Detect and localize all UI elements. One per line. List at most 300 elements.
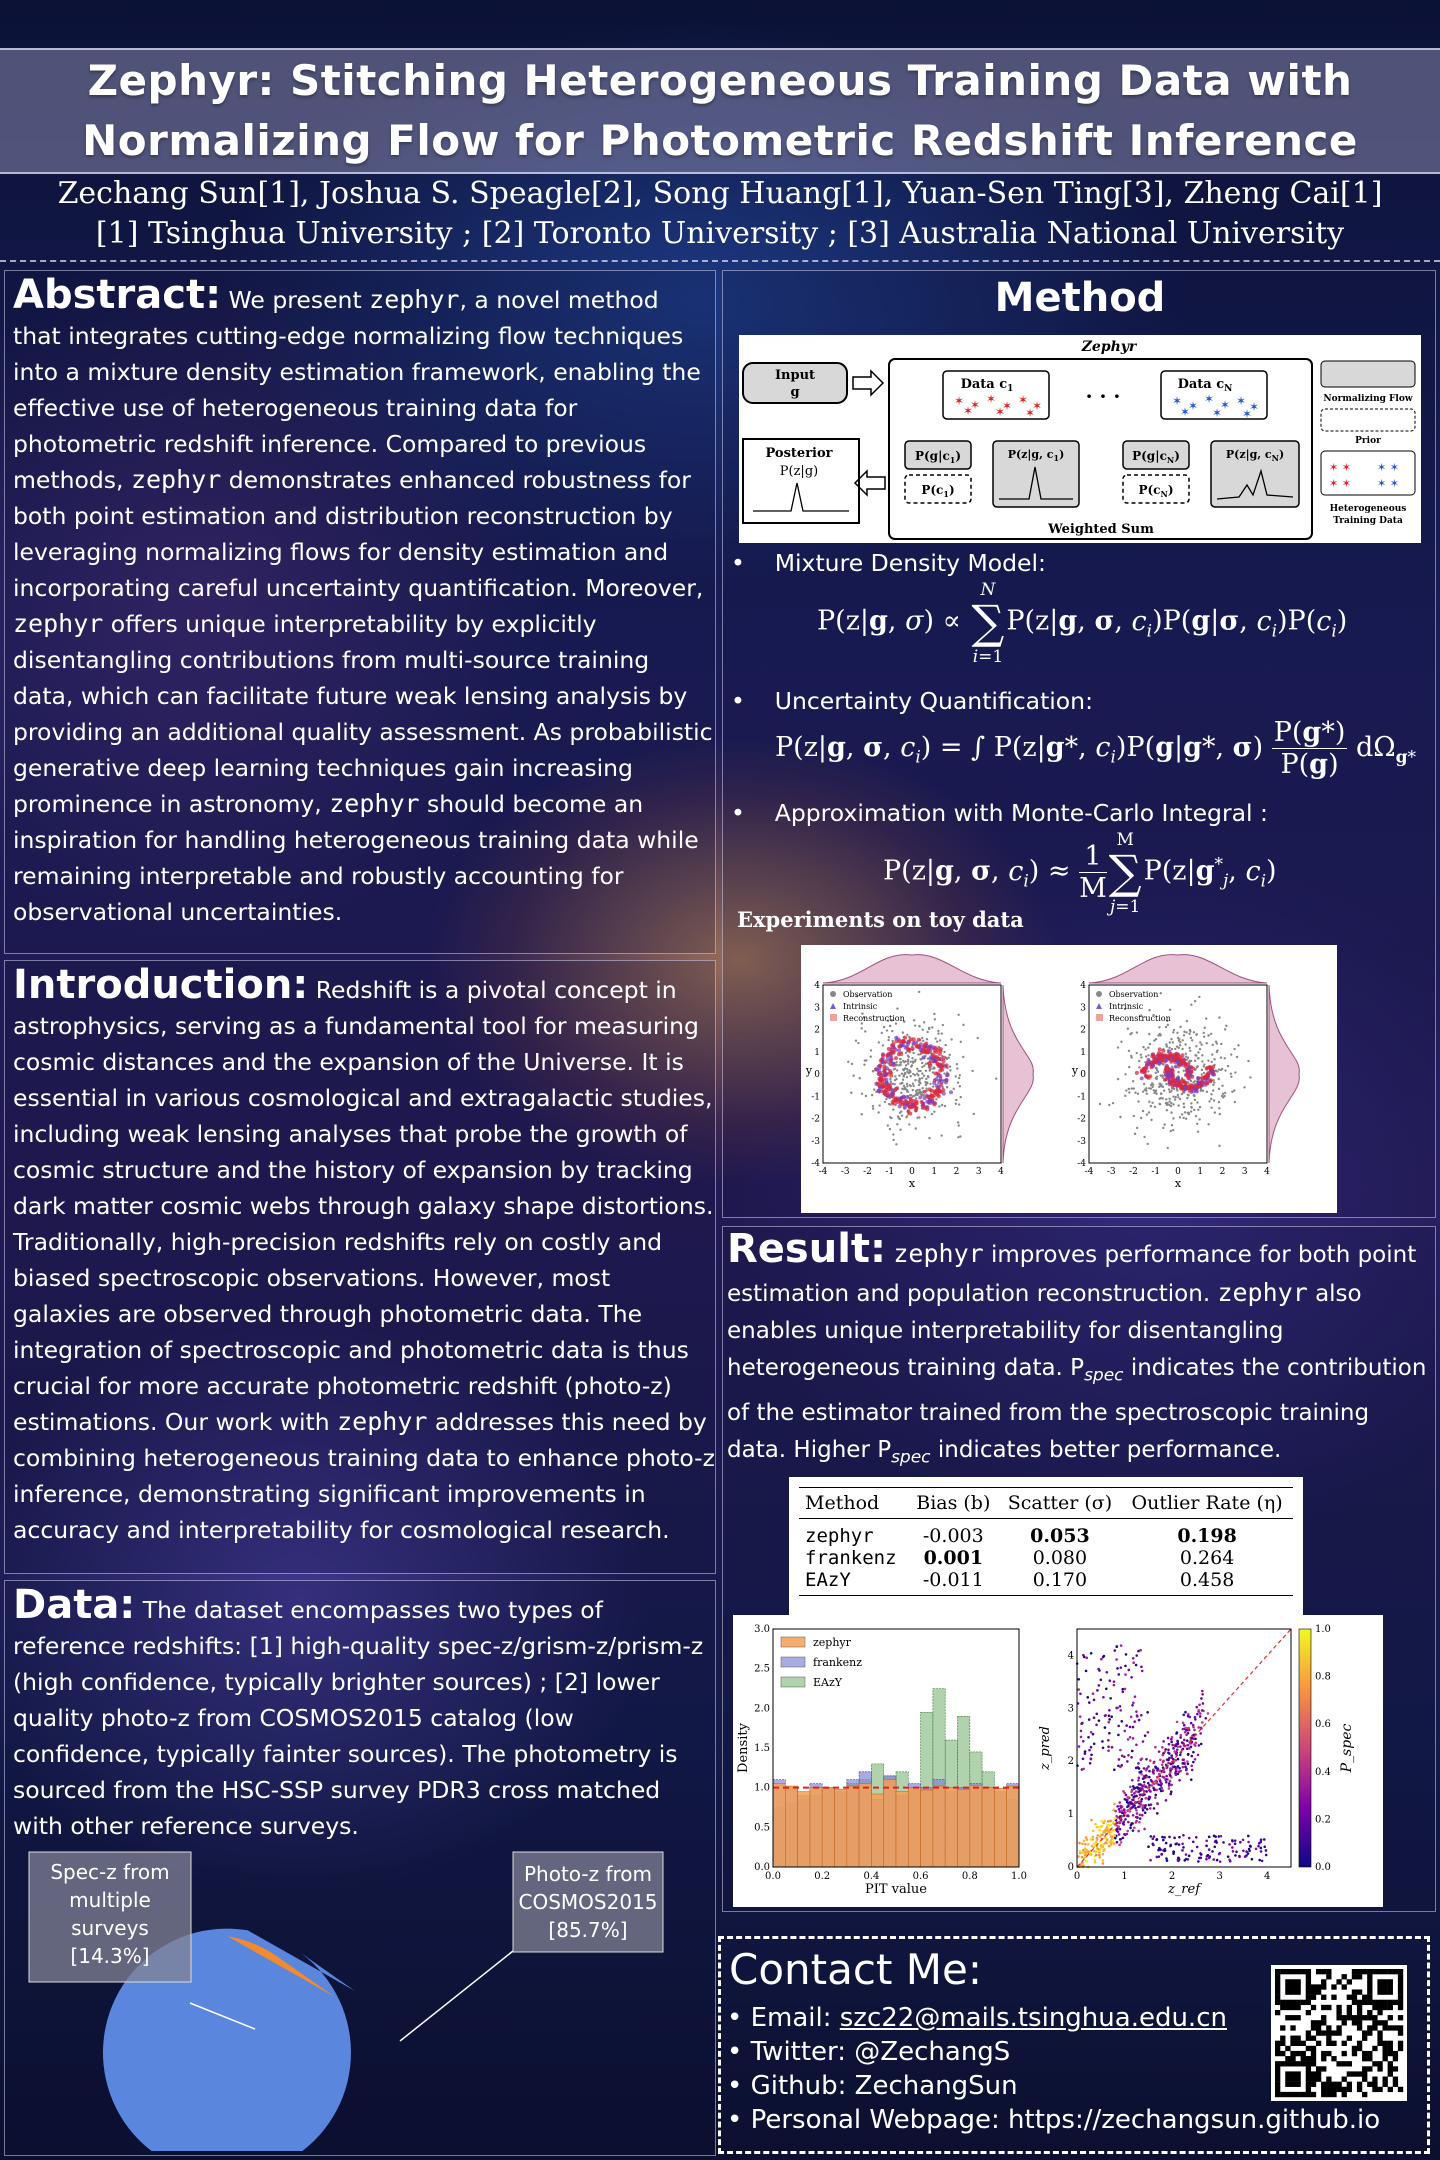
- scatter-point: [1113, 1829, 1116, 1832]
- observation-point: [928, 1137, 930, 1139]
- equation-uncertainty: P(z|g, σ, $c_i$) = ∫ P(z|g*, $c_i)P(g|g*$, σ) $\frac{P(g*)}{P(g)}$ $d\Omega_{g*}$: [775, 717, 1417, 780]
- scatter-point: [1162, 1839, 1165, 1842]
- pit-y-tick: 1.5: [754, 1743, 770, 1754]
- observation-point: [909, 1070, 911, 1072]
- pit-x-tick: 0.2: [814, 1871, 831, 1882]
- scatter-x-label: z_ref: [1167, 1882, 1201, 1897]
- observation-point: [902, 1031, 904, 1033]
- qr-module: [1347, 2082, 1352, 2087]
- scatter-point: [1219, 1860, 1222, 1863]
- observation-point: [958, 1077, 960, 1079]
- qr-module: [1301, 2051, 1306, 2056]
- qr-module: [1342, 1984, 1347, 1989]
- observation-point: [926, 1038, 928, 1040]
- observation-point: [885, 1098, 887, 1100]
- pit-y-label: Density: [736, 1723, 751, 1773]
- observation-point: [919, 1091, 921, 1093]
- scatter-point: [1255, 1847, 1258, 1850]
- qr-module: [1290, 1979, 1295, 1984]
- observation-point: [934, 1037, 936, 1039]
- scatter-point: [1123, 1833, 1126, 1836]
- observation-point: [1186, 1097, 1188, 1099]
- scatter-point: [1194, 1718, 1197, 1721]
- observation-point: [1142, 1110, 1144, 1112]
- qr-module: [1388, 2005, 1393, 2010]
- scatter-point: [1117, 1725, 1120, 1728]
- observation-point: [912, 1083, 914, 1085]
- qr-module: [1275, 1984, 1280, 1989]
- qr-module: [1393, 2082, 1398, 2087]
- scatter-point: [1154, 1766, 1157, 1769]
- pit-bar: [871, 1794, 883, 1867]
- introduction-body: [13, 962, 715, 1548]
- reconstruction-point: [1182, 1081, 1186, 1085]
- qr-module: [1280, 2041, 1285, 2046]
- reconstruction-point: [1162, 1053, 1166, 1057]
- scatter-point: [1099, 1829, 1102, 1832]
- qr-module: [1367, 2015, 1372, 2020]
- scatter-point: [1120, 1806, 1123, 1809]
- scatter-point: [1168, 1787, 1171, 1790]
- scatter-point: [1098, 1850, 1101, 1853]
- observation-point: [861, 1113, 863, 1115]
- scatter-point: [1202, 1702, 1205, 1705]
- observation-point: [911, 1057, 913, 1059]
- pzgcn-label: P(z|g, $c_N$): [1225, 448, 1285, 463]
- qr-module: [1275, 2000, 1280, 2005]
- observation-point: [1159, 1103, 1161, 1105]
- email-link[interactable]: szc22@mails.tsinghua.edu.cn: [839, 2003, 1227, 2033]
- reconstruction-point: [937, 1079, 941, 1083]
- observation-point: [888, 1036, 890, 1038]
- observation-point: [922, 1040, 924, 1042]
- scatter-point: [1116, 1667, 1119, 1670]
- scatter-y-tick: 1: [1067, 1809, 1074, 1821]
- observation-point: [1214, 1111, 1216, 1113]
- observation-point: [1191, 1106, 1193, 1108]
- scatter-point: [1116, 1828, 1119, 1831]
- observation-point: [882, 1044, 884, 1046]
- colorbar-tick: 1.0: [1315, 1624, 1331, 1635]
- observation-point: [890, 1117, 892, 1119]
- observation-point: [924, 1116, 926, 1118]
- observation-point: [928, 1027, 930, 1029]
- scatter-point: [1177, 1773, 1180, 1776]
- observation-point: [914, 1024, 916, 1026]
- scatter-point: [1116, 1816, 1119, 1819]
- qr-module: [1357, 2071, 1362, 2076]
- scatter-point: [1220, 1835, 1223, 1838]
- reconstruction-point: [945, 1073, 949, 1077]
- observation-point: [1193, 1031, 1195, 1033]
- scatter-point: [1227, 1855, 1230, 1858]
- observation-point: [872, 1070, 874, 1072]
- scatter-point: [1151, 1843, 1154, 1846]
- observation-point: [864, 1030, 866, 1032]
- reconstruction-point: [1181, 1059, 1185, 1063]
- observation-point: [1230, 1072, 1232, 1074]
- scatter-point: [1165, 1842, 1168, 1845]
- reconstruction-point: [938, 1052, 942, 1056]
- scatter-point: [1212, 1858, 1215, 1861]
- observation-point: [1155, 1093, 1157, 1095]
- qr-module: [1393, 2000, 1398, 2005]
- svg-text:✶ ✶: ✶ ✶: [1329, 477, 1351, 490]
- observation-point: [889, 1025, 891, 1027]
- qr-module: [1398, 2015, 1403, 2020]
- scatter-point: [1188, 1747, 1191, 1750]
- observation-point: [921, 1072, 923, 1074]
- observation-point: [1176, 1032, 1178, 1034]
- qr-module: [1377, 2036, 1382, 2041]
- observation-point: [890, 1080, 892, 1082]
- qr-module: [1321, 2092, 1326, 2097]
- scatter-point: [1181, 1762, 1184, 1765]
- reconstruction-point: [932, 1045, 936, 1049]
- scatter-point: [1228, 1843, 1231, 1846]
- qr-module: [1321, 2087, 1326, 2092]
- scatter-point: [1191, 1850, 1194, 1853]
- reconstruction-point: [932, 1081, 936, 1085]
- reconstruction-point: [1167, 1057, 1171, 1061]
- qr-module: [1295, 2082, 1300, 2087]
- reconstruction-point: [881, 1053, 885, 1057]
- observation-point: [1201, 1054, 1203, 1056]
- observation-point: [870, 1056, 872, 1058]
- observation-point: [892, 1108, 894, 1110]
- qr-module: [1336, 2015, 1341, 2020]
- scatter-point: [1153, 1835, 1156, 1838]
- legend-nf-box: [1321, 361, 1415, 387]
- bullet-mc-label: Approximation with Monte-Carlo Integral :: [774, 799, 1268, 827]
- qr-module: [1285, 2092, 1290, 2097]
- observation-point: [1243, 1086, 1245, 1088]
- qr-module: [1311, 2046, 1316, 2051]
- reconstruction-point: [1176, 1079, 1180, 1083]
- scatter-point: [1089, 1838, 1092, 1841]
- qr-module: [1285, 2071, 1290, 2076]
- observation-point: [1203, 1065, 1205, 1067]
- observation-point: [921, 1087, 923, 1089]
- svg-text:✶: ✶: [1220, 398, 1231, 412]
- observation-point: [1128, 1088, 1130, 1090]
- observation-point: [1212, 1084, 1214, 1086]
- qr-module: [1388, 1984, 1393, 1989]
- observation-point: [959, 1074, 961, 1076]
- reconstruction-point: [935, 1062, 939, 1066]
- scatter-point: [1181, 1741, 1184, 1744]
- scatter-point: [1173, 1766, 1176, 1769]
- observation-point: [923, 1065, 925, 1067]
- scatter-point: [1197, 1860, 1200, 1863]
- observation-point: [918, 991, 920, 993]
- scatter-point: [1125, 1653, 1128, 1656]
- scatter-point: [1144, 1734, 1147, 1737]
- qr-module: [1383, 2020, 1388, 2025]
- pit-bar: [798, 1792, 810, 1867]
- scatter-point: [1170, 1741, 1173, 1744]
- observation-point: [1213, 1081, 1215, 1083]
- qr-module: [1306, 2077, 1311, 2082]
- reconstruction-point: [1161, 1049, 1165, 1053]
- scatter-point: [1136, 1714, 1139, 1717]
- contact-panel: [718, 1936, 1430, 2154]
- qr-module: [1311, 2061, 1316, 2066]
- toy-x-tick: 2: [953, 1167, 960, 1177]
- pit-y-tick: 0.0: [754, 1862, 770, 1873]
- toy-x-tick: -2: [1129, 1167, 1138, 1177]
- scatter-point: [1200, 1743, 1203, 1746]
- observation-point: [1212, 1089, 1214, 1091]
- toy-axes-frame: [1089, 985, 1267, 1163]
- scatter-point: [1160, 1853, 1163, 1856]
- observation-point: [1170, 1105, 1172, 1107]
- toy-axes-frame: [823, 985, 1001, 1163]
- qr-module: [1383, 2056, 1388, 2061]
- qr-code-icon[interactable]: [1271, 1965, 1407, 2101]
- observation-point: [1160, 992, 1162, 994]
- qr-module: [1311, 2092, 1316, 2097]
- qr-module: [1336, 2082, 1341, 2087]
- scatter-point: [1122, 1822, 1125, 1825]
- observation-point: [1183, 1106, 1185, 1108]
- scatter-point: [1095, 1712, 1098, 1715]
- observation-point: [902, 1060, 904, 1062]
- qr-module: [1311, 1989, 1316, 1994]
- scatter-point: [1162, 1768, 1165, 1771]
- qr-module: [1357, 2041, 1362, 2046]
- scatter-point: [1158, 1750, 1161, 1753]
- scatter-point: [1086, 1838, 1089, 1841]
- scatter-point: [1169, 1780, 1172, 1783]
- reconstruction-point: [891, 1051, 895, 1055]
- scatter-point: [1103, 1655, 1106, 1658]
- pie-label-spec-line: [14.3%]: [70, 1944, 150, 1968]
- qr-module: [1285, 2005, 1290, 2010]
- scatter-point: [1198, 1744, 1201, 1747]
- scatter-point: [1138, 1783, 1141, 1786]
- observation-point: [1224, 1028, 1226, 1030]
- observation-point: [1128, 1050, 1130, 1052]
- scatter-point: [1114, 1817, 1117, 1820]
- reconstruction-point: [919, 1048, 923, 1052]
- qr-module: [1311, 1995, 1316, 2000]
- toy-x-tick: -1: [1151, 1167, 1161, 1177]
- pit-legend-swatch: [781, 1657, 805, 1667]
- observation-point: [896, 1007, 898, 1009]
- table-cell: 0.264: [1179, 1547, 1235, 1569]
- observation-point: [941, 1032, 943, 1034]
- reconstruction-point: [1146, 1058, 1150, 1062]
- scatter-point: [1195, 1741, 1198, 1744]
- observation-point: [1213, 1058, 1215, 1060]
- scatter-point: [1137, 1790, 1140, 1793]
- qr-module: [1290, 2061, 1295, 2066]
- svg-text:✶: ✶: [1025, 406, 1036, 420]
- observation-point: [921, 1066, 923, 1068]
- observation-point: [1184, 1043, 1186, 1045]
- qr-module: [1383, 1979, 1388, 1984]
- toy-legend-label: Intrinsic: [1109, 1002, 1144, 1011]
- scatter-point: [1192, 1751, 1195, 1754]
- observation-point: [1189, 1050, 1191, 1052]
- scatter-point: [1169, 1845, 1172, 1848]
- scatter-point: [1170, 1776, 1173, 1779]
- scatter-point: [1143, 1767, 1146, 1770]
- scatter-point: [1165, 1775, 1168, 1778]
- svg-text:✶: ✶: [1180, 405, 1191, 419]
- scatter-point: [1170, 1784, 1173, 1787]
- qr-module: [1275, 2041, 1280, 2046]
- observation-point: [1220, 1043, 1222, 1045]
- observation-point: [1162, 1097, 1164, 1099]
- email-label: • Email:: [727, 2003, 840, 2033]
- observation-point: [1182, 1117, 1184, 1119]
- qr-module: [1388, 2025, 1393, 2030]
- scatter-point: [1087, 1736, 1090, 1739]
- observation-point: [955, 1103, 957, 1105]
- contact-github[interactable]: • Github: ZechangSun: [727, 2071, 1018, 2101]
- qr-module: [1367, 2010, 1372, 2015]
- qr-module: [1347, 2010, 1352, 2015]
- scatter-point: [1205, 1858, 1208, 1861]
- observation-point: [912, 1060, 914, 1062]
- scatter-point: [1119, 1749, 1122, 1752]
- observation-point: [925, 1063, 927, 1065]
- scatter-point: [1205, 1840, 1208, 1843]
- reconstruction-point: [883, 1073, 887, 1077]
- observation-point: [887, 1124, 889, 1126]
- observation-point: [871, 1094, 873, 1096]
- observation-point: [1151, 1082, 1153, 1084]
- qr-module: [1321, 2030, 1326, 2035]
- reconstruction-point: [1151, 1064, 1155, 1068]
- observation-point: [1197, 1131, 1199, 1133]
- scatter-point: [1130, 1676, 1133, 1679]
- reconstruction-point: [922, 1106, 926, 1110]
- observation-point: [1247, 1060, 1249, 1062]
- scatter-point: [1153, 1807, 1156, 1810]
- observation-point: [1199, 1041, 1201, 1043]
- observation-point: [1194, 1060, 1196, 1062]
- qr-module: [1290, 2056, 1295, 2061]
- scatter-point: [1137, 1766, 1140, 1769]
- reconstruction-point: [1172, 1053, 1176, 1057]
- qr-module: [1295, 2051, 1300, 2056]
- scatter-point: [1139, 1813, 1142, 1816]
- scatter-point: [1196, 1713, 1199, 1716]
- scatter-point: [1093, 1699, 1096, 1702]
- reconstruction-point: [926, 1095, 930, 1099]
- observation-point: [1184, 1111, 1186, 1113]
- qr-module: [1388, 2046, 1393, 2051]
- reconstruction-point: [934, 1050, 938, 1054]
- data-cn-label: Data $c_N$: [1177, 377, 1233, 394]
- observation-point: [863, 1063, 865, 1065]
- pit-y-tick: 2.0: [754, 1703, 770, 1715]
- scatter-point: [1101, 1825, 1104, 1828]
- scatter-point: [1102, 1696, 1105, 1699]
- observation-point: [1222, 1096, 1224, 1098]
- scatter-point: [1147, 1731, 1150, 1734]
- result-sub: spec: [1084, 1365, 1124, 1386]
- toy-data-figure: [801, 945, 1337, 1213]
- reconstruction-point: [1204, 1081, 1208, 1085]
- pie-label-photo-line: [85.7%]: [548, 1918, 628, 1942]
- observation-point: [1208, 1100, 1210, 1102]
- introduction-heading: Introduction:: [13, 962, 309, 1008]
- scatter-point: [1242, 1850, 1245, 1853]
- scatter-point: [1176, 1721, 1179, 1724]
- scatter-point: [1176, 1731, 1179, 1734]
- observation-point: [910, 1061, 912, 1063]
- observation-point: [878, 1104, 880, 1106]
- scatter-y-tick: 3: [1067, 1703, 1074, 1715]
- qr-module: [1316, 2020, 1321, 2025]
- pit-bar: [1007, 1786, 1019, 1867]
- observation-point: [910, 1075, 912, 1077]
- posterior-var: P(z|g): [779, 464, 819, 479]
- scatter-point: [1145, 1790, 1148, 1793]
- reconstruction-point: [915, 1099, 919, 1103]
- observation-point: [1167, 1147, 1169, 1149]
- observation-point: [1233, 1089, 1235, 1091]
- scatter-point: [1118, 1758, 1121, 1761]
- toy-x-tick: 4: [998, 1167, 1004, 1177]
- qr-module: [1326, 2077, 1331, 2082]
- qr-module: [1388, 2066, 1393, 2071]
- contact-email-line: [727, 2003, 1227, 2033]
- bullet-uq: • Uncertainty Quantification:: [731, 687, 1093, 715]
- introduction-text: addresses this need by combining heterogeneous training data to enhance photo-z inference, demonstrating significant improvements in accuracy and interpretability for cosmological research.: [13, 1408, 715, 1544]
- observation-point: [906, 1071, 908, 1073]
- qr-module: [1295, 2061, 1300, 2066]
- scatter-point: [1171, 1736, 1174, 1739]
- reconstruction-point: [1210, 1069, 1214, 1073]
- observation-point: [1132, 1080, 1134, 1082]
- scatter-point: [1108, 1845, 1111, 1848]
- scatter-point: [1190, 1722, 1193, 1725]
- qr-module: [1290, 2082, 1295, 2087]
- contact-twitter[interactable]: • Twitter: @ZechangS: [727, 2037, 1011, 2067]
- method-diagram: [739, 335, 1421, 543]
- qr-module: [1347, 2005, 1352, 2010]
- scatter-point: [1081, 1722, 1084, 1725]
- qr-module: [1285, 2082, 1290, 2087]
- scatter-point: [1265, 1854, 1268, 1857]
- scatter-point: [1169, 1793, 1172, 1796]
- scatter-point: [1113, 1842, 1116, 1845]
- scatter-point: [1123, 1792, 1126, 1795]
- data-c1-label: Data $c_1$: [960, 377, 1014, 394]
- qr-module: [1372, 2061, 1377, 2066]
- observation-point: [956, 1067, 958, 1069]
- observation-point: [1150, 1087, 1152, 1089]
- scatter-point: [1120, 1841, 1123, 1844]
- qr-module: [1326, 1974, 1331, 1979]
- pit-bar: [884, 1780, 896, 1867]
- scatter-point: [1090, 1819, 1093, 1822]
- legend-hetero-label: Training Data: [1333, 516, 1403, 526]
- scatter-x-tick: 2: [1168, 1871, 1176, 1882]
- observation-point: [931, 1113, 933, 1115]
- qr-module: [1336, 2005, 1341, 2010]
- scatter-point: [1263, 1838, 1266, 1841]
- table-cell: EAzY: [805, 1569, 851, 1591]
- scatter-point: [1096, 1847, 1099, 1850]
- contact-webpage[interactable]: • Personal Webpage: https://zechangsun.github.io: [727, 2105, 1381, 2135]
- qr-module: [1306, 2082, 1311, 2087]
